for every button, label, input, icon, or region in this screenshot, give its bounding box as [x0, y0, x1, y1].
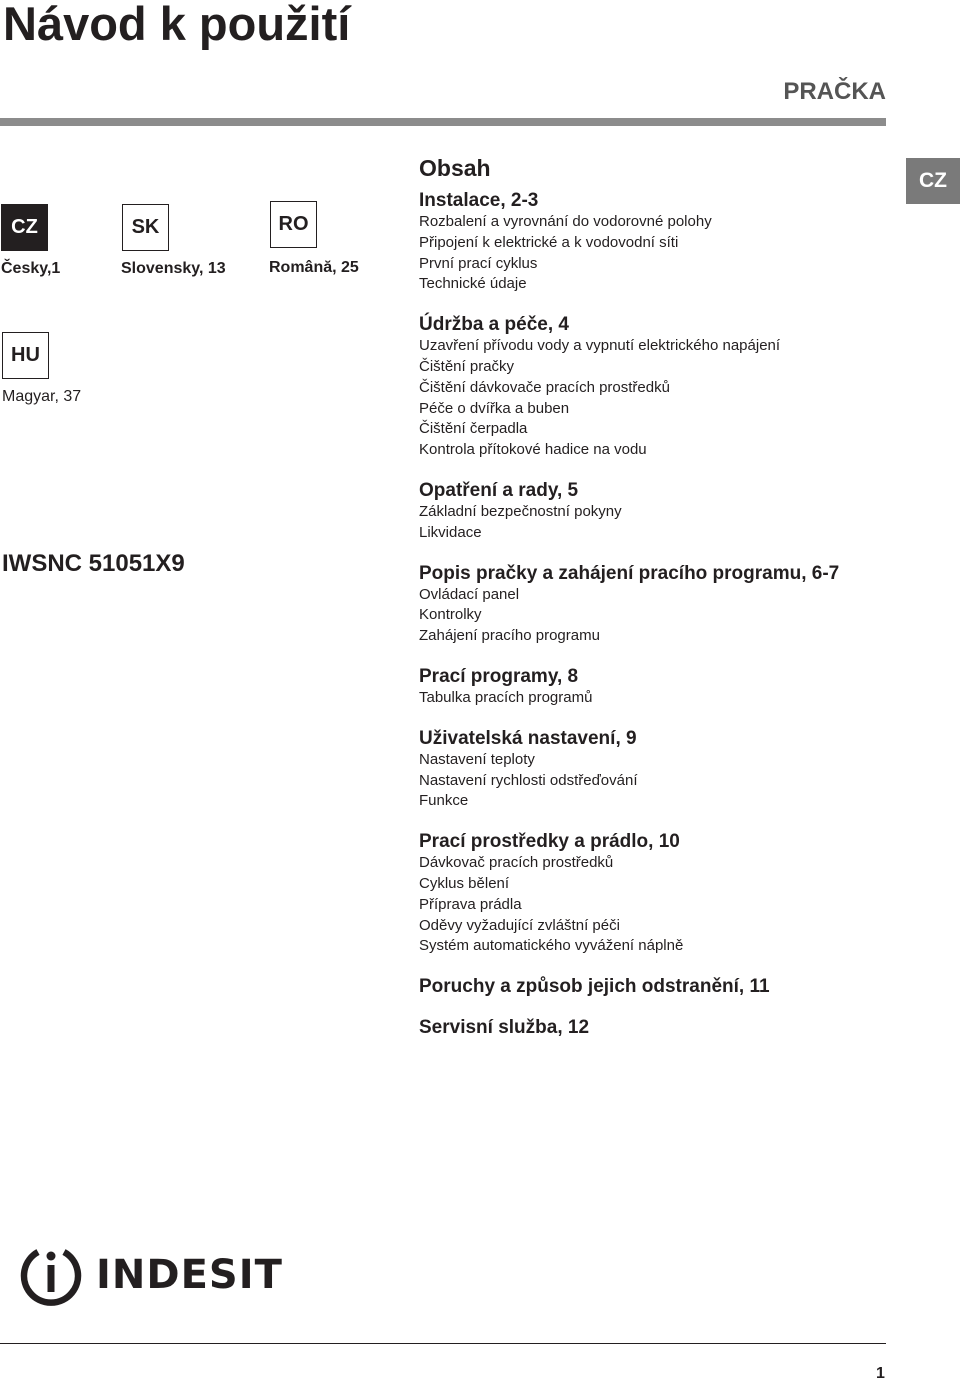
product-type-label: PRAČKA — [783, 78, 886, 105]
toc-entry[interactable]: Likvidace — [419, 523, 482, 541]
footer-divider — [0, 1343, 886, 1344]
toc-entry[interactable]: Čištění čerpadla — [419, 420, 528, 438]
page-number: 1 — [876, 1365, 885, 1382]
lang-box-hu[interactable]: HU — [2, 332, 49, 379]
lang-label-sk: Slovensky, 13 — [121, 260, 226, 277]
toc-entry[interactable]: Příprava prádla — [419, 895, 522, 913]
lang-box-ro[interactable]: RO — [270, 201, 317, 248]
toc-entry[interactable]: Rozbalení a vyrovnání do vodorovné polohy — [419, 213, 712, 230]
toc-entry[interactable]: Základní bezpečnostní pokyny — [419, 502, 622, 520]
toc-entry[interactable]: Kontrolky — [419, 606, 482, 624]
toc-entry[interactable]: Systém automatického vyvážení náplně — [419, 937, 684, 955]
toc-entry[interactable]: Cyklus bělení — [419, 874, 510, 892]
language-tab-cz[interactable]: CZ — [906, 158, 960, 204]
brand-logo — [18, 1240, 283, 1310]
lang-box-cz[interactable]: CZ — [1, 204, 48, 251]
toc-entry[interactable]: První prací cyklus — [419, 254, 538, 272]
lang-label-cz: Česky,1 — [1, 260, 61, 277]
toc-section-maintenance — [419, 314, 899, 461]
document-title: Návod k použití — [3, 0, 351, 50]
toc-section-settings — [419, 728, 899, 812]
toc-title: Obsah — [419, 155, 491, 181]
table-of-contents — [419, 154, 899, 1058]
toc-entry[interactable]: Nastavení teploty — [419, 750, 535, 768]
toc-entry[interactable]: Zahájení pracího programu — [419, 627, 600, 645]
toc-entry[interactable]: Dávkovač pracích prostředků — [419, 854, 614, 872]
lang-label-hu: Magyar, 37 — [2, 388, 82, 405]
toc-section-troubleshooting — [419, 976, 899, 998]
toc-entry[interactable]: Technické údaje — [419, 275, 527, 293]
toc-section-safety — [419, 480, 899, 544]
brand-name: INDESIT — [96, 1252, 283, 1298]
toc-entry[interactable]: Funkce — [419, 792, 469, 810]
toc-section-heading[interactable]: Poruchy a způsob jejich odstranění, 11 — [419, 976, 770, 998]
indesit-logo-icon — [18, 1242, 84, 1308]
toc-entry[interactable]: Oděvy vyžadující zvláštní péči — [419, 916, 620, 934]
toc-entry[interactable]: Nastavení rychlosti odstřeďování — [419, 771, 638, 789]
toc-entry[interactable]: Uzavření přívodu vody a vypnutí elektrického napájení — [419, 337, 781, 355]
lang-label-ro: Română, 25 — [269, 259, 359, 276]
toc-entry[interactable]: Péče o dvířka a buben — [419, 399, 570, 417]
toc-section-heading[interactable]: Servisní služba, 12 — [419, 1017, 590, 1039]
toc-section-heading[interactable]: Údržba a péče, 4 — [419, 314, 569, 336]
toc-section-installation — [419, 190, 899, 295]
toc-section-heading[interactable]: Instalace, 2-3 — [419, 190, 539, 211]
toc-entry[interactable]: Připojení k elektrické a k vodovodní síti — [419, 233, 679, 251]
header-divider — [0, 118, 886, 126]
toc-section-heading[interactable]: Prací programy, 8 — [419, 665, 579, 687]
toc-section-heading[interactable]: Opatření a rady, 5 — [419, 479, 579, 501]
toc-section-heading[interactable]: Uživatelská nastavení, 9 — [419, 727, 637, 749]
toc-entry[interactable]: Kontrola přítokové hadice na vodu — [419, 441, 647, 459]
lang-box-sk[interactable]: SK — [122, 204, 169, 251]
toc-section-heading[interactable]: Popis pračky a zahájení pracího programu, 6-7 — [419, 562, 840, 584]
toc-section-description — [419, 563, 899, 647]
toc-section-detergents — [419, 831, 899, 957]
toc-section-heading[interactable]: Prací prostředky a prádlo, 10 — [419, 831, 680, 853]
toc-entry[interactable]: Čištění pračky — [419, 357, 515, 375]
toc-entry[interactable]: Čištění dávkovače pracích prostředků — [419, 378, 670, 396]
toc-section-service — [419, 1017, 899, 1039]
model-number: IWSNC 51051X9 — [2, 550, 185, 577]
toc-section-programs — [419, 666, 899, 709]
toc-entry[interactable]: Ovládací panel — [419, 585, 520, 603]
toc-entry[interactable]: Tabulka pracích programů — [419, 688, 593, 706]
